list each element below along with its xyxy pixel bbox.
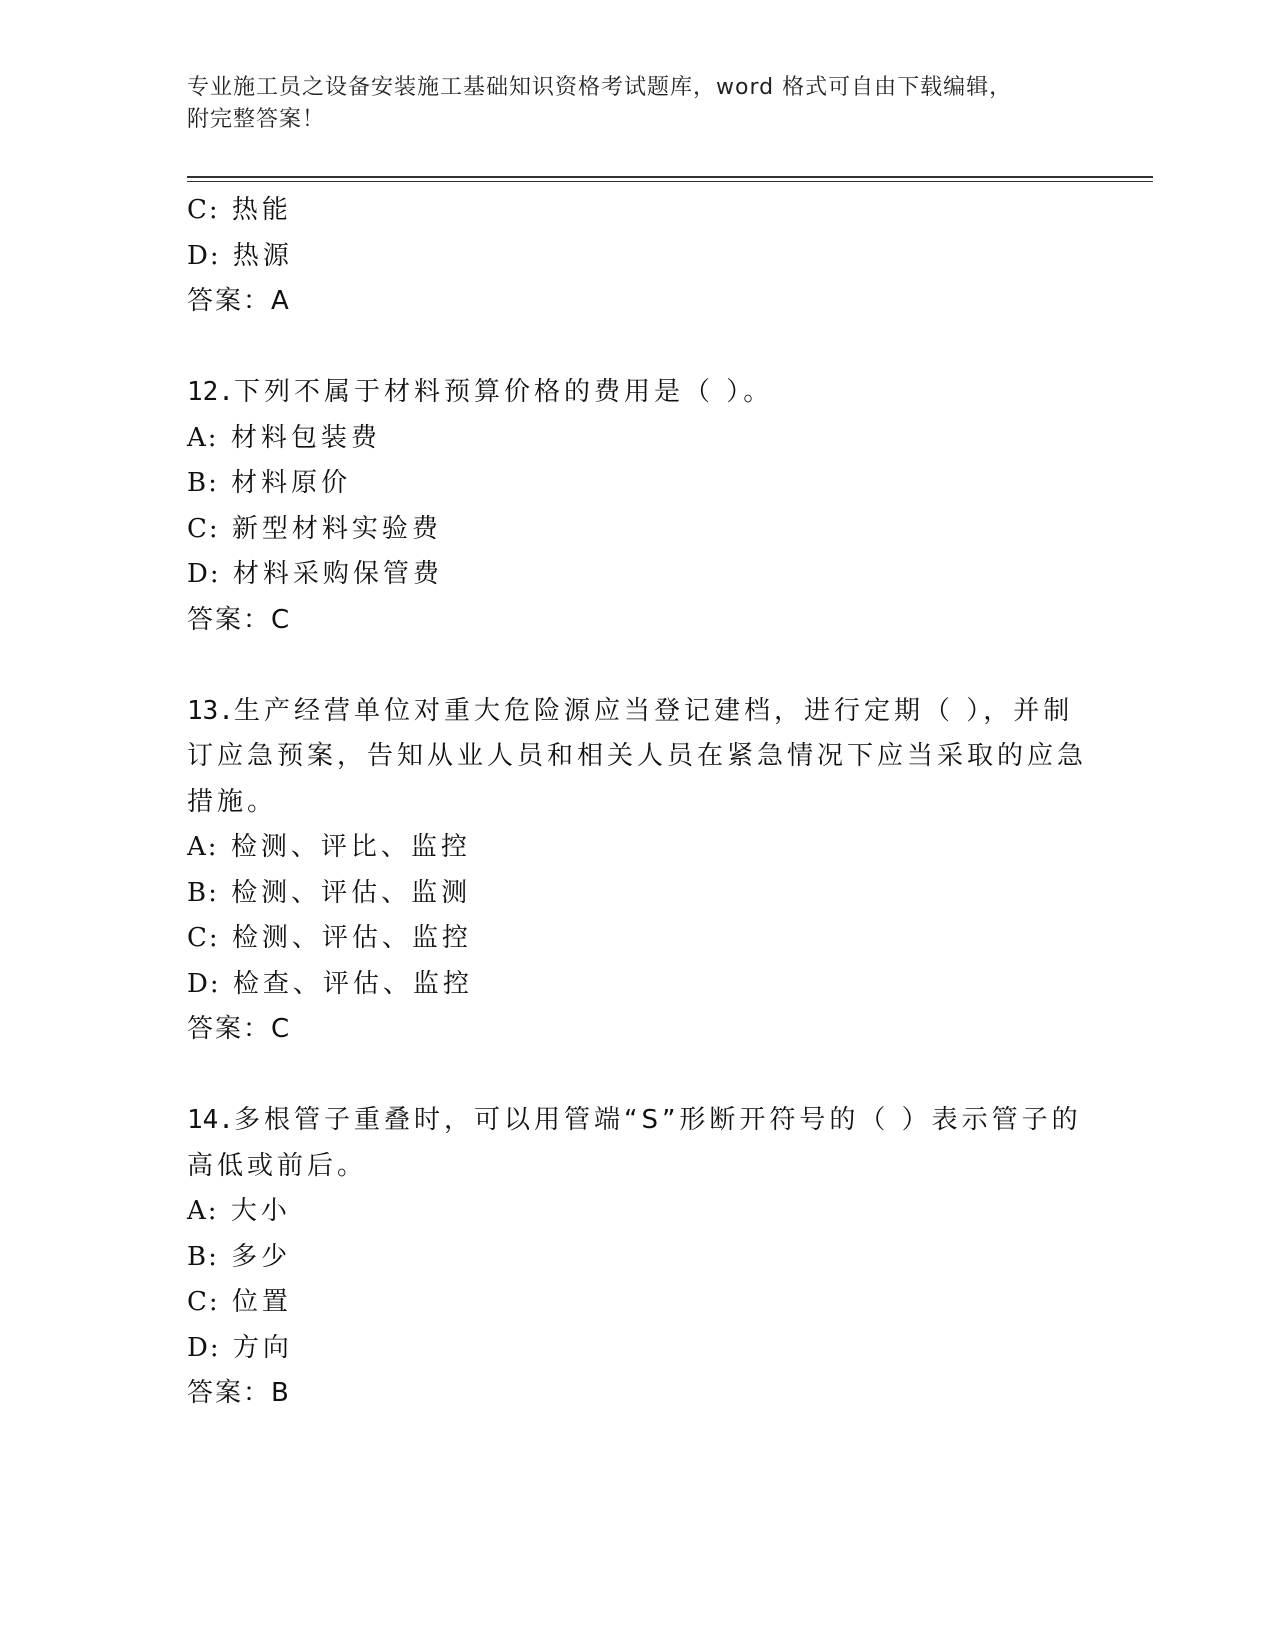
option-text: 方向 [232, 1332, 293, 1363]
question-stem-line: 高低或前后。 [187, 1150, 368, 1181]
question-content [187, 188, 1087, 1417]
option-text: 检查、评估、监控 [232, 968, 473, 999]
header-divider-thick [187, 176, 1153, 178]
question-stem-line [187, 1098, 1087, 1144]
option-b [187, 871, 1087, 917]
option-text: 检测、评估、监测 [231, 877, 472, 908]
option-c [187, 507, 1087, 553]
option-text: 位置 [231, 1287, 292, 1317]
spacer [187, 325, 1087, 371]
option-d [187, 962, 1087, 1008]
question-14 [187, 1098, 1087, 1417]
option-c [187, 1280, 1087, 1326]
spacer [187, 1053, 1087, 1099]
option-key: B: [187, 1241, 219, 1272]
option-c [187, 188, 1087, 234]
option-text: 材料原价 [231, 468, 352, 498]
question-13 [187, 689, 1087, 1053]
question-stem-line: 措施。 [187, 786, 278, 817]
option-key: B: [187, 468, 219, 498]
option-key: C: [187, 923, 220, 953]
option-key: C: [187, 513, 220, 544]
question-number: 14. [187, 1105, 234, 1135]
header-divider-thin [187, 181, 1153, 182]
question-text: 多根管子重叠时，可以用管端“S”形断开符号的（ ）表示管子的 [233, 1105, 1082, 1135]
option-text: 热能 [231, 195, 292, 225]
document-header [187, 72, 1067, 136]
answer-line: 答案：A [187, 286, 291, 316]
option-key: C: [187, 195, 220, 225]
question-stem-line [187, 689, 1087, 735]
option-c [187, 916, 1087, 962]
option-d [187, 1326, 1087, 1372]
option-text: 多少 [231, 1241, 292, 1272]
question-12 [187, 370, 1087, 643]
answer-line: 答案：C [187, 1014, 292, 1044]
question-stem-line [187, 370, 1087, 416]
question-stem-line: 订应急预案，告知从业人员和相关人员在紧急情况下应当采取的应急 [187, 741, 1088, 771]
answer-line: 答案：C [187, 604, 292, 635]
option-key: A: [187, 422, 219, 453]
question-text: 下列不属于材料预算价格的费用是（ ）。 [233, 377, 774, 407]
question-number: 12. [187, 377, 234, 407]
option-key: A: [187, 1196, 219, 1226]
option-text: 大小 [230, 1196, 291, 1226]
question-11-continued [187, 188, 1087, 325]
option-a [187, 825, 1087, 871]
spacer [187, 643, 1087, 689]
option-text: 新型材料实验费 [231, 513, 442, 544]
option-b [187, 1235, 1087, 1281]
answer-line: 答案：B [187, 1378, 291, 1408]
header-line-2: 附完整答案！ [187, 107, 326, 132]
question-text: 生产经营单位对重大危险源应当登记建档，进行定期（ ），并制 [233, 695, 1074, 726]
option-b [187, 461, 1087, 507]
option-key: C: [187, 1287, 220, 1317]
header-line-1: 专业施工员之设备安装施工基础知识资格考试题库，word 格式可自由下载编辑， [187, 75, 1013, 100]
option-text: 检测、评估、监控 [231, 923, 472, 953]
question-number: 13. [187, 695, 234, 726]
option-key: B: [187, 877, 219, 908]
option-text: 热源 [232, 240, 293, 271]
option-key: D: [187, 1332, 221, 1363]
option-d [187, 234, 1087, 280]
option-a [187, 416, 1087, 462]
option-key: D: [187, 968, 221, 999]
option-text: 检测、评比、监控 [230, 832, 471, 862]
option-a [187, 1189, 1087, 1235]
option-text: 材料采购保管费 [232, 559, 443, 589]
option-key: A: [187, 832, 219, 862]
option-key: D: [187, 240, 221, 271]
option-text: 材料包装费 [230, 422, 381, 453]
option-d [187, 552, 1087, 598]
option-key: D: [187, 559, 221, 589]
